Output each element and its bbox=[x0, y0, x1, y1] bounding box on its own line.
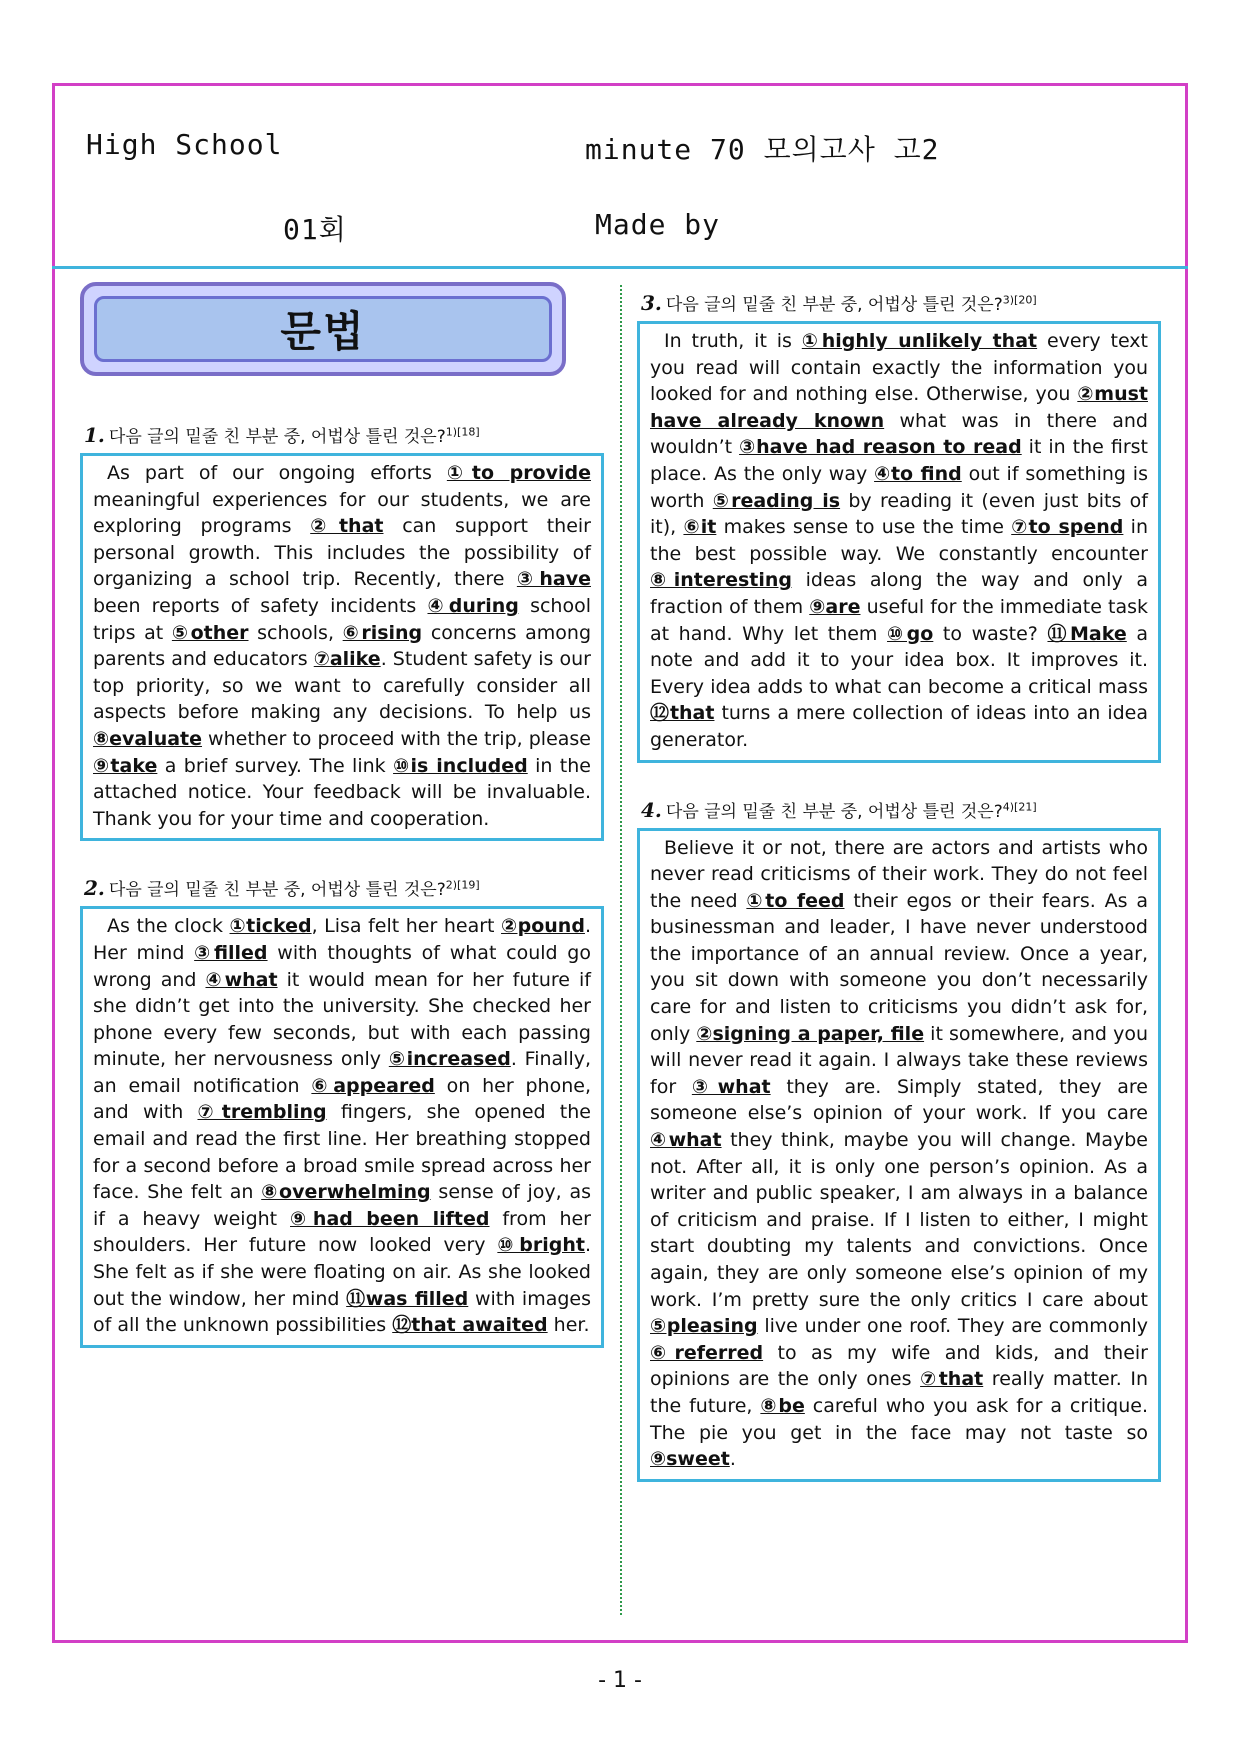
passage-box bbox=[80, 906, 604, 1348]
underlined-choice: ⑤increased bbox=[388, 1048, 511, 1071]
question-title bbox=[641, 797, 1161, 822]
underlined-choice: ⑧evaluate bbox=[93, 727, 203, 750]
underlined-choice: ③filled bbox=[194, 941, 268, 964]
underlined-choice: ⑧interesting bbox=[650, 569, 792, 592]
underlined-choice: ⑧overwhelming bbox=[261, 1181, 431, 1204]
underlined-choice: ①to feed bbox=[746, 889, 845, 912]
underlined-choice: ③have had reason to read bbox=[739, 436, 1022, 459]
left-column bbox=[80, 282, 604, 1382]
underlined-choice: ②must have already known bbox=[650, 383, 1148, 432]
underlined-choice: ④to find bbox=[874, 462, 962, 485]
passage-segment: As part of our ongoing efforts bbox=[107, 462, 447, 484]
underlined-choice: ⑪was filled bbox=[346, 1287, 469, 1310]
section-title: 문법 bbox=[280, 307, 366, 356]
passage-segment: they think, maybe you will change. Maybe not. After all, it is only one person’s opinion. As a writer and public speaker, I am always in a balance of criticism and praise. If I listen to either, I might start doubting my talents and convictions. Once again, they are only someone else’s opinion of my work. I’m pretty sure the only critics I care about bbox=[650, 1129, 1148, 1311]
underlined-choice: ⑩go bbox=[887, 622, 934, 645]
underlined-choice: ⑫that bbox=[650, 702, 715, 725]
underlined-choice: ⑨take bbox=[93, 754, 158, 777]
school-name: High School bbox=[86, 128, 283, 161]
passage-segment: it in the first place. As the only way bbox=[650, 436, 1148, 485]
passage-segment: by reading it (even just bits of it), bbox=[650, 489, 1148, 539]
passage-segment: meaningful experiences for our students, we are exploring programs bbox=[93, 488, 591, 538]
underlined-choice: ③have bbox=[516, 568, 591, 591]
question-prompt: 다음 글의 밑줄 친 부분 중, 어법상 틀린 것은? bbox=[108, 427, 446, 447]
underlined-choice: ④during bbox=[427, 594, 519, 617]
passage-text bbox=[650, 328, 1148, 754]
passage-segment: from her shoulders. Her future now looked very bbox=[93, 1207, 591, 1257]
passage-segment: useful for the immediate task at hand. Why let them bbox=[650, 595, 1148, 645]
passage-segment: in the best possible way. We constantly encounter bbox=[650, 516, 1148, 565]
passage-segment: to waste? bbox=[933, 622, 1048, 645]
underlined-choice: ⑥it bbox=[683, 516, 717, 539]
underlined-choice: ②that bbox=[310, 515, 384, 538]
underlined-choice: ②pound bbox=[501, 915, 585, 938]
passage-segment: with thoughts of what could go wrong and bbox=[93, 941, 591, 991]
underlined-choice: ①to provide bbox=[446, 462, 591, 484]
passage-segment: it somewhere, and you will never read it again. I always take these reviews for bbox=[650, 1022, 1148, 1098]
underlined-choice: ⑪Make bbox=[1047, 622, 1127, 645]
question-title bbox=[84, 422, 604, 447]
underlined-choice: ⑥referred bbox=[650, 1341, 764, 1364]
passage-segment: their egos or their fears. As a businessman and leader, I have never understood the importance of an annual review. Once a year, you sit down with someone you don’t necessarily care for and listen to criticisms you didn’t ask for, only bbox=[650, 889, 1149, 1045]
passage-segment: careful who you ask for a critique. The pie you get in the face may not taste so bbox=[650, 1394, 1148, 1444]
passage-segment: live under one roof. They are commonly bbox=[757, 1315, 1149, 1338]
made-by-label: Made by bbox=[595, 208, 721, 241]
underlined-choice: ⑤reading is bbox=[712, 489, 841, 512]
question-number: 1. bbox=[84, 423, 105, 447]
passage-segment: sense of joy, as if a heavy weight bbox=[93, 1181, 592, 1230]
header-divider bbox=[52, 266, 1188, 269]
question-3 bbox=[637, 290, 1161, 763]
passage-segment: in the attached notice. Your feedback will be invaluable. Thank you for your time and cooperation. bbox=[93, 754, 591, 830]
underlined-choice: ⑨are bbox=[809, 595, 861, 618]
passage-segment: out if something is worth bbox=[650, 462, 1148, 512]
round-label: 01회 bbox=[283, 213, 347, 246]
underlined-choice: ⑫that awaited bbox=[392, 1314, 548, 1337]
underlined-choice: ⑩bright bbox=[497, 1234, 585, 1257]
underlined-choice: ③what bbox=[691, 1075, 771, 1098]
passage-segment: school trips at bbox=[93, 594, 591, 644]
passage-segment: on her phone, and with bbox=[93, 1074, 591, 1124]
underlined-choice: ⑦that bbox=[920, 1368, 984, 1391]
right-column bbox=[637, 290, 1161, 1516]
passage-text bbox=[93, 913, 591, 1339]
passage-segment: they are. Simply stated, they are someone else’s opinion of your work. If you care bbox=[650, 1075, 1148, 1125]
underlined-choice: ④what bbox=[205, 968, 278, 991]
underlined-choice: ②signing a paper, file bbox=[696, 1022, 925, 1045]
question-number: 3. bbox=[641, 291, 662, 315]
underlined-choice: ⑦to spend bbox=[1011, 516, 1124, 539]
question-title bbox=[641, 290, 1161, 315]
underlined-choice: ⑨sweet bbox=[650, 1448, 730, 1471]
passage-segment: whether to proceed with the trip, please bbox=[202, 727, 591, 750]
passage-segment: a note and add it to your idea box. It improves it. Every idea adds to what can become a critical mass bbox=[650, 622, 1148, 698]
question-title bbox=[84, 875, 604, 900]
underlined-choice: ⑧be bbox=[760, 1394, 805, 1417]
passage-segment: . bbox=[729, 1448, 736, 1471]
passage-segment: . She felt as if she were floating on air. As she looked out the window, her mind bbox=[93, 1234, 591, 1310]
passage-segment: . Her mind bbox=[93, 915, 591, 964]
question-number: 4. bbox=[641, 797, 662, 822]
passage-segment: what was in there and wouldn’t bbox=[650, 409, 1148, 459]
passage-text bbox=[650, 835, 1148, 1473]
question-2 bbox=[80, 875, 604, 1348]
passage-segment: to as my wife and kids, and their opinions are the only ones bbox=[650, 1341, 1148, 1391]
passage-segment: As the clock bbox=[107, 915, 230, 938]
passage-segment: Believe it or not, there are actors and artists who never read criticisms of their work. They do not feel the need bbox=[650, 836, 1148, 912]
page-number: - 1 - bbox=[598, 1668, 642, 1693]
passage-segment: makes sense to use the time bbox=[716, 516, 1012, 539]
question-prompt: 다음 글의 밑줄 친 부분 중, 어법상 틀린 것은? bbox=[665, 295, 1003, 315]
passage-segment: schools, bbox=[248, 621, 343, 644]
passage-segment: turns a mere collection of ideas into an idea generator. bbox=[650, 702, 1148, 751]
underlined-choice: ⑩is included bbox=[393, 754, 528, 777]
passage-segment: can support their personal growth. This includes the possibility of organizing a school trip. Recently, there bbox=[93, 515, 591, 591]
underlined-choice: ⑤other bbox=[171, 621, 249, 644]
question-1 bbox=[80, 422, 604, 841]
column-divider bbox=[620, 285, 622, 1615]
underlined-choice: ⑥appeared bbox=[311, 1074, 435, 1097]
passage-segment: every text you read will contain exactly the information you looked for and nothing else. Otherwise, you bbox=[650, 330, 1149, 406]
question-prompt: 다음 글의 밑줄 친 부분 중, 어법상 틀린 것은? bbox=[108, 880, 446, 901]
passage-segment: In truth, it is bbox=[664, 330, 802, 352]
question-ref: 4)[21] bbox=[1002, 799, 1037, 813]
underlined-choice: ④what bbox=[650, 1129, 722, 1152]
underlined-choice: ⑦trembling bbox=[197, 1101, 327, 1124]
question-ref: 1)[18] bbox=[445, 425, 480, 439]
passage-box bbox=[80, 453, 604, 841]
question-ref: 2)[19] bbox=[445, 878, 480, 892]
passage-box bbox=[637, 321, 1161, 763]
passage-segment: really matter. In the future, bbox=[650, 1368, 1148, 1417]
underlined-choice: ①highly unlikely that bbox=[801, 330, 1038, 352]
passage-segment: . Student safety is our top priority, so we want to carefully consider all aspects before making any decisions. To help us bbox=[93, 648, 591, 724]
passage-box bbox=[637, 828, 1161, 1482]
underlined-choice: ⑨had been lifted bbox=[290, 1207, 490, 1230]
passage-segment: fingers, she opened the email and read the first line. Her breathing stopped for a second before a broad smile spread across her face. She felt an bbox=[93, 1101, 591, 1204]
passage-segment: a brief survey. The link bbox=[157, 754, 394, 777]
question-number: 2. bbox=[84, 876, 105, 901]
passage-segment: , Lisa felt her heart bbox=[311, 915, 502, 938]
exam-title: minute 70 모의고사 고2 bbox=[585, 133, 940, 166]
passage-segment: it would mean for her future if she didn’t get into the university. She checked her phone every few seconds, but with each passing minute, her nervousness only bbox=[93, 968, 591, 1071]
underlined-choice: ⑤pleasing bbox=[650, 1315, 758, 1338]
question-prompt: 다음 글의 밑줄 친 부분 중, 어법상 틀린 것은? bbox=[665, 801, 1003, 822]
passage-segment: . Finally, an email notification bbox=[93, 1048, 592, 1097]
underlined-choice: ⑥rising bbox=[342, 621, 423, 644]
passage-segment: concerns among parents and educators bbox=[93, 621, 592, 671]
underlined-choice: ⑦alike bbox=[313, 648, 381, 671]
passage-segment: ideas along the way and only a fraction of them bbox=[650, 569, 1148, 618]
passage-segment: been reports of safety incidents bbox=[93, 594, 428, 617]
question-ref: 3)[20] bbox=[1002, 293, 1037, 307]
section-banner bbox=[80, 282, 566, 376]
underlined-choice: ①ticked bbox=[229, 915, 312, 938]
question-4 bbox=[637, 797, 1161, 1482]
passage-segment: her. bbox=[547, 1314, 590, 1337]
passage-text bbox=[93, 460, 591, 832]
passage-segment: with images of all the unknown possibilities bbox=[93, 1287, 592, 1337]
